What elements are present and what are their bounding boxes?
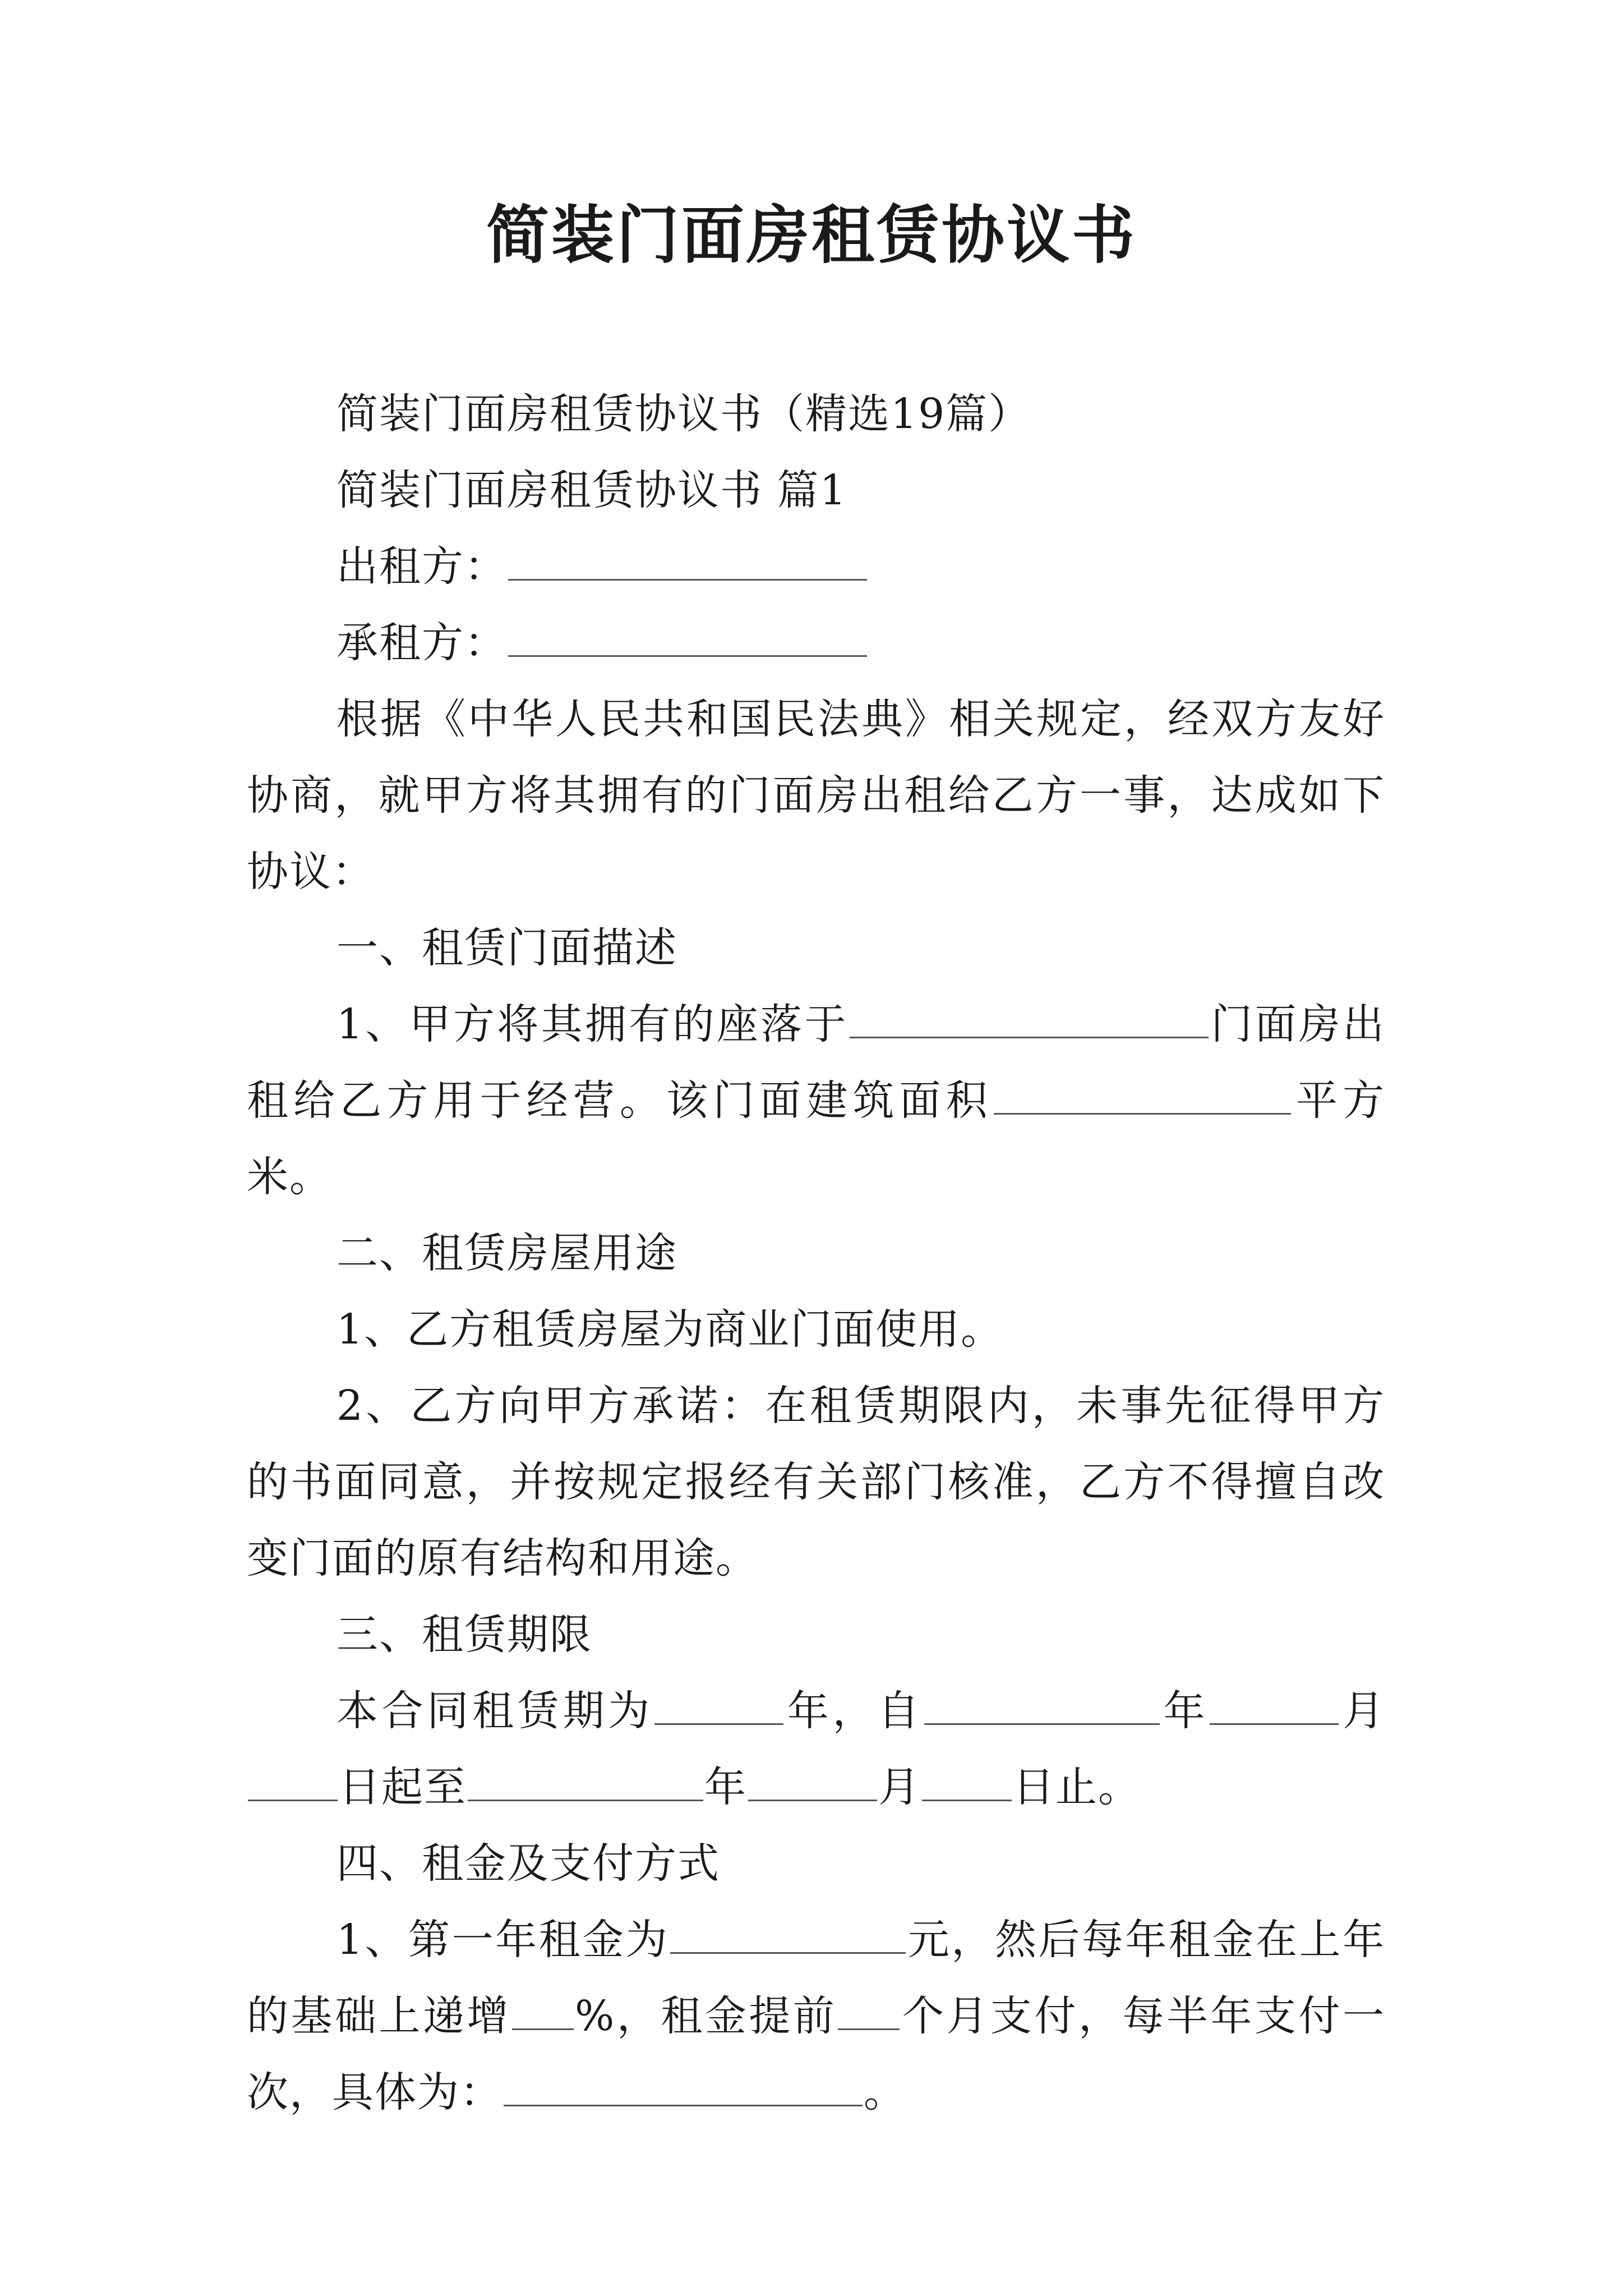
paragraph-2-1: 1、乙方租赁房屋为商业门面使用。 xyxy=(336,1305,1004,1354)
p4-text-e: 。 xyxy=(864,2068,906,2116)
p3-text-f: 年 xyxy=(704,1763,747,1811)
heading-2: 二、租赁房屋用途 xyxy=(336,1229,677,1277)
subtitle: 简装门面房租赁协议书（精选19篇） xyxy=(336,390,1031,438)
lessor-label: 出租方： xyxy=(336,542,507,591)
end-month-blank xyxy=(748,1765,877,1801)
payment-details-blank xyxy=(504,2070,863,2106)
p3-text-a: 本合同租赁期为 xyxy=(336,1687,653,1735)
p3-text-e: 日起至 xyxy=(339,1763,467,1811)
paragraph-1 xyxy=(247,986,1385,1215)
p1-text-b: 门面房出租给乙方用于经营。该门面建筑面积 xyxy=(247,1000,1385,1125)
lessee-label: 承租方： xyxy=(336,619,507,667)
p4-text-b: 元，然后每年租金在上年的基础上递增 xyxy=(247,1916,1385,2040)
start-day-blank xyxy=(248,1765,338,1801)
heading-4: 四、租金及支付方式 xyxy=(336,1839,720,1888)
p4-text-d: 个月支付，每半年支付一次，具体为： xyxy=(247,1992,1385,2116)
end-year-blank xyxy=(468,1765,703,1801)
term-years-blank xyxy=(654,1688,783,1725)
lessee-blank xyxy=(508,620,867,657)
heading-1: 一、租赁门面描述 xyxy=(336,924,677,972)
p4-text-a: 1、第一年租金为 xyxy=(336,1916,670,1964)
heading-3: 三、租赁期限 xyxy=(336,1611,592,1659)
advance-months-blank xyxy=(838,1994,900,2030)
paragraph-4 xyxy=(247,1902,1385,2131)
p3-text-b: 年，自 xyxy=(785,1687,923,1735)
intro-paragraph: 根据《中华人民共和国民法典》相关规定，经双方友好协商，就甲方将其拥有的门面房出租给乙方一事，达成如下协议： xyxy=(247,695,1385,896)
p3-text-h: 日止。 xyxy=(1013,1763,1141,1811)
lessor-blank xyxy=(508,544,867,581)
location-blank xyxy=(850,1002,1209,1038)
paragraph-2-2: 2、乙方向甲方承诺：在租赁期限内，未事先征得甲方的书面同意，并按规定报经有关部门核准，乙方不得擅自改变门面的原有结构和用途。 xyxy=(247,1382,1385,1582)
section-heading: 简装门面房租赁协议书 篇1 xyxy=(336,466,847,514)
area-blank xyxy=(994,1078,1291,1115)
increase-rate-blank xyxy=(512,1994,574,2030)
lessor-line xyxy=(247,528,1385,605)
p1-text-a: 1、甲方将其拥有的座落于 xyxy=(336,1000,849,1048)
document-title: 简装门面房租赁协议书 xyxy=(486,199,1137,272)
p3-text-d: 月 xyxy=(1340,1687,1386,1735)
paragraph-3 xyxy=(247,1673,1385,1825)
document-body xyxy=(247,376,1385,2131)
lessee-line xyxy=(247,605,1385,681)
p3-text-g: 月 xyxy=(878,1763,921,1811)
p3-text-c: 年 xyxy=(1160,1687,1209,1735)
p4-text-c: %，租金提前 xyxy=(575,1992,837,2040)
p1-text-c: 平方米。 xyxy=(247,1076,1386,1201)
start-month-blank xyxy=(1210,1688,1339,1725)
first-year-rent-blank xyxy=(670,1917,906,1954)
start-year-blank xyxy=(924,1688,1160,1725)
end-day-blank xyxy=(922,1765,1012,1801)
